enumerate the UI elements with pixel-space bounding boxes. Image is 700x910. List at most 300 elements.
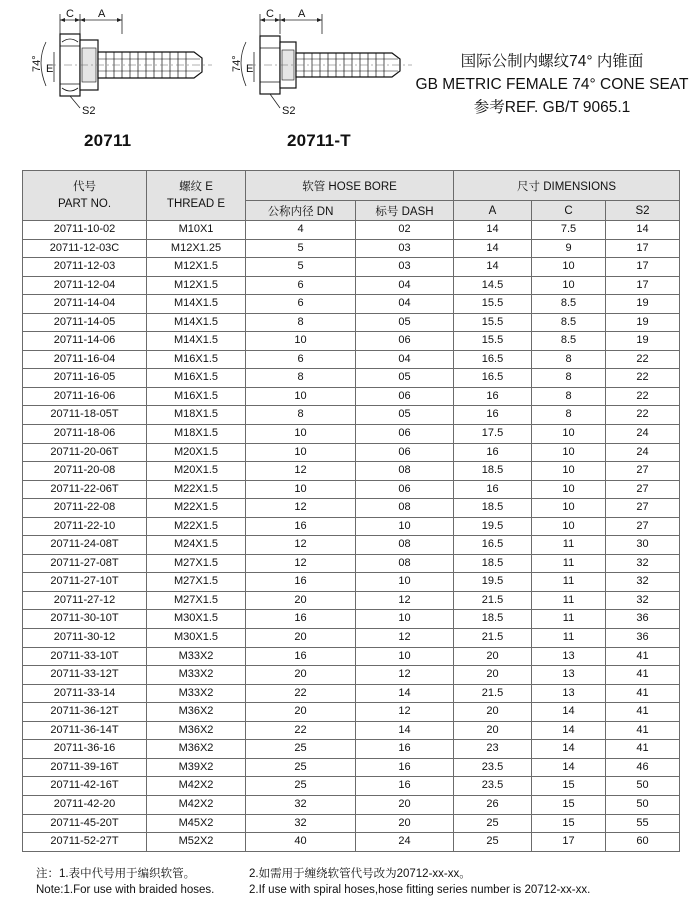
cell-dn: 25: [246, 777, 356, 796]
cell-dim-a: 21.5: [454, 629, 532, 648]
cell-dash: 06: [356, 332, 454, 351]
cell-part-no: 20711-36-16: [23, 740, 147, 759]
cell-dn: 25: [246, 758, 356, 777]
cell-thread: M12X1.5: [147, 258, 246, 277]
header-thread-cn: 螺纹 E: [179, 180, 213, 193]
cell-dash: 05: [356, 406, 454, 425]
table-row: [23, 295, 680, 314]
cell-dim-a: 16.5: [454, 536, 532, 555]
cell-dash: 08: [356, 536, 454, 555]
header-s2: S2: [606, 201, 680, 221]
cell-dn: 12: [246, 536, 356, 555]
cell-dim-a: 16: [454, 443, 532, 462]
title-block: [404, 50, 700, 119]
cell-thread: M33X2: [147, 647, 246, 666]
cell-dim-c: 10: [532, 480, 606, 499]
cell-dash: 06: [356, 443, 454, 462]
cell-thread: M45X2: [147, 814, 246, 833]
cell-dn: 5: [246, 258, 356, 277]
cell-dn: 10: [246, 443, 356, 462]
cell-dim-s2: 14: [606, 221, 680, 240]
cell-part-no: 20711-39-16T: [23, 758, 147, 777]
cell-dim-s2: 17: [606, 276, 680, 295]
table-row: [23, 239, 680, 258]
cell-dash: 16: [356, 777, 454, 796]
cell-dim-s2: 55: [606, 814, 680, 833]
table-row: [23, 758, 680, 777]
cell-dash: 20: [356, 795, 454, 814]
cell-dim-s2: 22: [606, 369, 680, 388]
cell-dash: 06: [356, 425, 454, 444]
cell-dn: 20: [246, 666, 356, 685]
cell-dash: 20: [356, 814, 454, 833]
cell-thread: M12X1.5: [147, 276, 246, 295]
cell-dim-s2: 17: [606, 239, 680, 258]
cell-dn: 22: [246, 721, 356, 740]
note-cn-1: 注：1.表中代号用于编织软管。: [36, 868, 196, 880]
cell-dim-a: 20: [454, 721, 532, 740]
cell-dash: 03: [356, 258, 454, 277]
cell-dn: 32: [246, 795, 356, 814]
table-row: [23, 480, 680, 499]
cell-dim-s2: 27: [606, 480, 680, 499]
model-number-20711: 20711: [84, 131, 132, 150]
cell-dim-s2: 32: [606, 591, 680, 610]
table-row: [23, 425, 680, 444]
cell-dim-c: 15: [532, 795, 606, 814]
cell-thread: M20X1.5: [147, 443, 246, 462]
cell-dim-a: 20: [454, 666, 532, 685]
cell-dim-a: 25: [454, 833, 532, 852]
cell-dim-s2: 41: [606, 703, 680, 722]
cell-dim-a: 16.5: [454, 350, 532, 369]
cell-dash: 10: [356, 610, 454, 629]
cell-part-no: 20711-22-08: [23, 499, 147, 518]
cell-thread: M10X1: [147, 221, 246, 240]
header-thread: [147, 171, 246, 221]
header-dash: 标号 DASH: [356, 201, 454, 221]
title-chinese: 国际公制内螺纹74° 内锥面: [460, 53, 644, 70]
cell-dim-s2: 60: [606, 833, 680, 852]
cell-dash: 16: [356, 740, 454, 759]
table-row: [23, 833, 680, 852]
cell-thread: M22X1.5: [147, 517, 246, 536]
cell-thread: M27X1.5: [147, 554, 246, 573]
fitting-drawing-20711: [22, 4, 222, 122]
cell-dim-a: 19.5: [454, 573, 532, 592]
cell-part-no: 20711-42-16T: [23, 777, 147, 796]
cell-dim-c: 8: [532, 369, 606, 388]
cell-thread: M36X2: [147, 721, 246, 740]
cell-dn: 8: [246, 313, 356, 332]
table-row: [23, 554, 680, 573]
cell-dim-a: 14: [454, 221, 532, 240]
cell-dn: 10: [246, 480, 356, 499]
cell-dim-c: 8: [532, 350, 606, 369]
cell-dim-a: 16: [454, 387, 532, 406]
cell-dim-a: 25: [454, 814, 532, 833]
cell-part-no: 20711-33-12T: [23, 666, 147, 685]
cell-part-no: 20711-27-08T: [23, 554, 147, 573]
cell-dim-a: 15.5: [454, 295, 532, 314]
cell-dim-c: 14: [532, 740, 606, 759]
dim-s2-label: S2: [282, 105, 296, 117]
dim-c-label: C: [266, 8, 274, 20]
angle-label: 74°: [31, 55, 43, 72]
cell-dim-s2: 19: [606, 295, 680, 314]
header-thread-en: THREAD E: [166, 197, 226, 210]
cell-dash: 12: [356, 591, 454, 610]
cell-dn: 12: [246, 499, 356, 518]
cell-part-no: 20711-14-05: [23, 313, 147, 332]
dim-s2-label: S2: [82, 105, 96, 117]
cell-part-no: 20711-22-10: [23, 517, 147, 536]
header-dimensions: 尺寸 DIMENSIONS: [454, 171, 680, 201]
cell-part-no: 20711-33-14: [23, 684, 147, 703]
header-hose-bore: 软管 HOSE BORE: [246, 171, 454, 201]
cell-thread: M24X1.5: [147, 536, 246, 555]
cell-dim-a: 23.5: [454, 758, 532, 777]
table-row: [23, 666, 680, 685]
cell-dim-c: 11: [532, 610, 606, 629]
cell-thread: M33X2: [147, 684, 246, 703]
cell-dn: 10: [246, 387, 356, 406]
title-english: GB METRIC FEMALE 74° CONE SEAT: [415, 76, 689, 93]
cell-dim-c: 11: [532, 554, 606, 573]
fitting-20711-svg: [22, 4, 222, 122]
cell-dim-s2: 32: [606, 554, 680, 573]
cell-dim-c: 11: [532, 629, 606, 648]
cell-dim-c: 10: [532, 443, 606, 462]
cell-dn: 40: [246, 833, 356, 852]
cell-thread: M30X1.5: [147, 629, 246, 648]
cell-thread: M22X1.5: [147, 499, 246, 518]
cell-part-no: 20711-45-20T: [23, 814, 147, 833]
cell-dash: 04: [356, 276, 454, 295]
cell-dim-s2: 36: [606, 610, 680, 629]
cell-thread: M42X2: [147, 795, 246, 814]
table-row: [23, 536, 680, 555]
cell-thread: M27X1.5: [147, 591, 246, 610]
cell-dn: 8: [246, 406, 356, 425]
cell-dim-c: 15: [532, 777, 606, 796]
cell-dim-s2: 22: [606, 387, 680, 406]
table-row: [23, 276, 680, 295]
cell-part-no: 20711-12-03: [23, 258, 147, 277]
cell-thread: M12X1.25: [147, 239, 246, 258]
cell-part-no: 20711-18-06: [23, 425, 147, 444]
cell-thread: M52X2: [147, 833, 246, 852]
note-en-1: Note:1.For use with braided hoses.: [36, 884, 215, 896]
fitting-20711-t-svg: [222, 4, 422, 122]
table-row: [23, 591, 680, 610]
cell-part-no: 20711-36-12T: [23, 703, 147, 722]
cell-dash: 12: [356, 703, 454, 722]
cell-dn: 16: [246, 517, 356, 536]
cell-dash: 24: [356, 833, 454, 852]
cell-dash: 02: [356, 221, 454, 240]
cell-dn: 10: [246, 425, 356, 444]
cell-thread: M39X2: [147, 758, 246, 777]
cell-dim-c: 8.5: [532, 295, 606, 314]
cell-dim-a: 20: [454, 647, 532, 666]
cell-thread: M14X1.5: [147, 295, 246, 314]
cell-part-no: 20711-18-05T: [23, 406, 147, 425]
cell-dn: 20: [246, 629, 356, 648]
cell-dim-c: 10: [532, 499, 606, 518]
table-row: [23, 313, 680, 332]
cell-thread: M27X1.5: [147, 573, 246, 592]
cell-part-no: 20711-30-10T: [23, 610, 147, 629]
cell-part-no: 20711-20-08: [23, 462, 147, 481]
table-row: [23, 221, 680, 240]
cell-thread: M42X2: [147, 777, 246, 796]
cell-dim-c: 8: [532, 387, 606, 406]
cell-dn: 12: [246, 462, 356, 481]
cell-part-no: 20711-12-04: [23, 276, 147, 295]
cell-dash: 10: [356, 573, 454, 592]
cell-dash: 06: [356, 387, 454, 406]
cell-dn: 6: [246, 276, 356, 295]
dim-a-label: A: [298, 8, 306, 20]
cell-part-no: 20711-24-08T: [23, 536, 147, 555]
cell-dash: 04: [356, 350, 454, 369]
cell-thread: M16X1.5: [147, 350, 246, 369]
cell-dn: 16: [246, 610, 356, 629]
cell-dim-s2: 24: [606, 425, 680, 444]
cell-dim-c: 13: [532, 647, 606, 666]
cell-part-no: 20711-14-06: [23, 332, 147, 351]
cell-dim-s2: 41: [606, 666, 680, 685]
table-row: [23, 721, 680, 740]
cell-dash: 10: [356, 647, 454, 666]
cell-thread: M18X1.5: [147, 406, 246, 425]
cell-dim-c: 11: [532, 591, 606, 610]
table-row: [23, 573, 680, 592]
cell-dim-s2: 27: [606, 499, 680, 518]
cell-dim-c: 9: [532, 239, 606, 258]
header-part-cn: 代号: [73, 180, 96, 193]
cell-dim-c: 8: [532, 406, 606, 425]
header-part-en: PART NO.: [57, 197, 112, 210]
cell-thread: M36X2: [147, 740, 246, 759]
dim-e-label: E: [46, 63, 54, 75]
cell-dash: 08: [356, 499, 454, 518]
cell-thread: M18X1.5: [147, 425, 246, 444]
cell-part-no: 20711-52-27T: [23, 833, 147, 852]
cell-dim-a: 18.5: [454, 462, 532, 481]
cell-dim-c: 17: [532, 833, 606, 852]
cell-thread: M16X1.5: [147, 369, 246, 388]
cell-thread: M33X2: [147, 666, 246, 685]
cell-thread: M20X1.5: [147, 462, 246, 481]
cell-dn: 25: [246, 740, 356, 759]
table-row: [23, 462, 680, 481]
dim-c-label: C: [66, 8, 74, 20]
cell-dim-s2: 50: [606, 795, 680, 814]
cell-part-no: 20711-42-20: [23, 795, 147, 814]
table-body: [23, 221, 680, 852]
cell-thread: M30X1.5: [147, 610, 246, 629]
cell-dim-s2: 27: [606, 462, 680, 481]
cell-part-no: 20711-12-03C: [23, 239, 147, 258]
table-row: [23, 258, 680, 277]
cell-dim-s2: 24: [606, 443, 680, 462]
cell-dim-a: 15.5: [454, 332, 532, 351]
cell-dn: 6: [246, 295, 356, 314]
cell-dim-s2: 41: [606, 647, 680, 666]
cell-dim-c: 11: [532, 536, 606, 555]
cell-dim-c: 8.5: [532, 313, 606, 332]
cell-dim-s2: 22: [606, 406, 680, 425]
cell-dim-c: 10: [532, 517, 606, 536]
cell-dim-c: 13: [532, 666, 606, 685]
cell-dim-c: 10: [532, 258, 606, 277]
model-number-20711-t: 20711-T: [287, 131, 351, 150]
cell-dash: 08: [356, 462, 454, 481]
cell-thread: M16X1.5: [147, 387, 246, 406]
table-row: [23, 703, 680, 722]
fitting-drawing-20711-t: [222, 4, 422, 122]
cell-dim-a: 23: [454, 740, 532, 759]
cell-dim-a: 17.5: [454, 425, 532, 444]
cell-dim-c: 10: [532, 462, 606, 481]
cell-dn: 20: [246, 591, 356, 610]
cell-part-no: 20711-33-10T: [23, 647, 147, 666]
table-row: [23, 629, 680, 648]
cell-dim-s2: 36: [606, 629, 680, 648]
cell-dim-c: 13: [532, 684, 606, 703]
cell-dash: 05: [356, 313, 454, 332]
cell-dim-c: 10: [532, 276, 606, 295]
cell-dash: 12: [356, 666, 454, 685]
cell-dim-a: 16.5: [454, 369, 532, 388]
table-row: [23, 499, 680, 518]
header-c: C: [532, 201, 606, 221]
cell-dim-c: 15: [532, 814, 606, 833]
cell-dash: 04: [356, 295, 454, 314]
cell-part-no: 20711-14-04: [23, 295, 147, 314]
cell-dash: 16: [356, 758, 454, 777]
cell-dim-a: 15.5: [454, 313, 532, 332]
cell-thread: M14X1.5: [147, 313, 246, 332]
table-row: [23, 332, 680, 351]
cell-part-no: 20711-10-02: [23, 221, 147, 240]
cell-dim-s2: 27: [606, 517, 680, 536]
table-row: [23, 387, 680, 406]
table-row: [23, 610, 680, 629]
cell-dash: 10: [356, 517, 454, 536]
cell-part-no: 20711-36-14T: [23, 721, 147, 740]
table-row: [23, 443, 680, 462]
cell-dash: 06: [356, 480, 454, 499]
cell-part-no: 20711-22-06T: [23, 480, 147, 499]
cell-dim-a: 14: [454, 239, 532, 258]
cell-dash: 05: [356, 369, 454, 388]
cell-dn: 16: [246, 647, 356, 666]
cell-dim-a: 23.5: [454, 777, 532, 796]
angle-label: 74°: [231, 55, 243, 72]
cell-dn: 10: [246, 332, 356, 351]
table-row: [23, 740, 680, 759]
cell-thread: M22X1.5: [147, 480, 246, 499]
cell-dim-c: 14: [532, 703, 606, 722]
cell-thread: M36X2: [147, 703, 246, 722]
cell-dim-s2: 22: [606, 350, 680, 369]
cell-dn: 32: [246, 814, 356, 833]
cell-part-no: 20711-27-10T: [23, 573, 147, 592]
cell-part-no: 20711-16-06: [23, 387, 147, 406]
table-row: [23, 684, 680, 703]
cell-dim-a: 21.5: [454, 591, 532, 610]
cell-dim-a: 18.5: [454, 610, 532, 629]
cell-thread: M14X1.5: [147, 332, 246, 351]
notes: [36, 866, 591, 898]
cell-dash: 14: [356, 721, 454, 740]
cell-dn: 20: [246, 703, 356, 722]
cell-dn: 4: [246, 221, 356, 240]
cell-dim-c: 11: [532, 573, 606, 592]
cell-dim-s2: 32: [606, 573, 680, 592]
cell-dn: 8: [246, 369, 356, 388]
cell-dim-a: 14.5: [454, 276, 532, 295]
cell-dn: 5: [246, 239, 356, 258]
cell-dash: 12: [356, 629, 454, 648]
table-row: [23, 777, 680, 796]
dim-a-label: A: [98, 8, 106, 20]
cell-part-no: 20711-27-12: [23, 591, 147, 610]
cell-dim-c: 14: [532, 721, 606, 740]
cell-dim-s2: 41: [606, 721, 680, 740]
cell-dim-a: 20: [454, 703, 532, 722]
cell-dim-a: 14: [454, 258, 532, 277]
table-row: [23, 795, 680, 814]
cell-dash: 14: [356, 684, 454, 703]
cell-dim-c: 7.5: [532, 221, 606, 240]
cell-dim-a: 16: [454, 480, 532, 499]
cell-dim-a: 18.5: [454, 499, 532, 518]
cell-dim-a: 21.5: [454, 684, 532, 703]
cell-dim-a: 26: [454, 795, 532, 814]
specification-table: [22, 170, 680, 852]
cell-part-no: 20711-16-04: [23, 350, 147, 369]
cell-dim-s2: 30: [606, 536, 680, 555]
cell-dim-s2: 19: [606, 332, 680, 351]
cell-dim-s2: 46: [606, 758, 680, 777]
title-reference: 参考REF. GB/T 9065.1: [473, 99, 631, 116]
cell-dim-a: 19.5: [454, 517, 532, 536]
table-row: [23, 369, 680, 388]
cell-part-no: 20711-16-05: [23, 369, 147, 388]
cell-dim-c: 14: [532, 758, 606, 777]
cell-dim-c: 8.5: [532, 332, 606, 351]
cell-dn: 6: [246, 350, 356, 369]
table-row: [23, 647, 680, 666]
cell-dim-s2: 19: [606, 313, 680, 332]
header-a: A: [454, 201, 532, 221]
cell-dash: 08: [356, 554, 454, 573]
table-row: [23, 350, 680, 369]
cell-dim-c: 10: [532, 425, 606, 444]
cell-part-no: 20711-30-12: [23, 629, 147, 648]
cell-dim-s2: 50: [606, 777, 680, 796]
table-row: [23, 814, 680, 833]
header-dn: 公称内径 DN: [246, 201, 356, 221]
cell-part-no: 20711-20-06T: [23, 443, 147, 462]
header-part-no: [23, 171, 147, 221]
cell-dim-s2: 17: [606, 258, 680, 277]
cell-dim-a: 16: [454, 406, 532, 425]
